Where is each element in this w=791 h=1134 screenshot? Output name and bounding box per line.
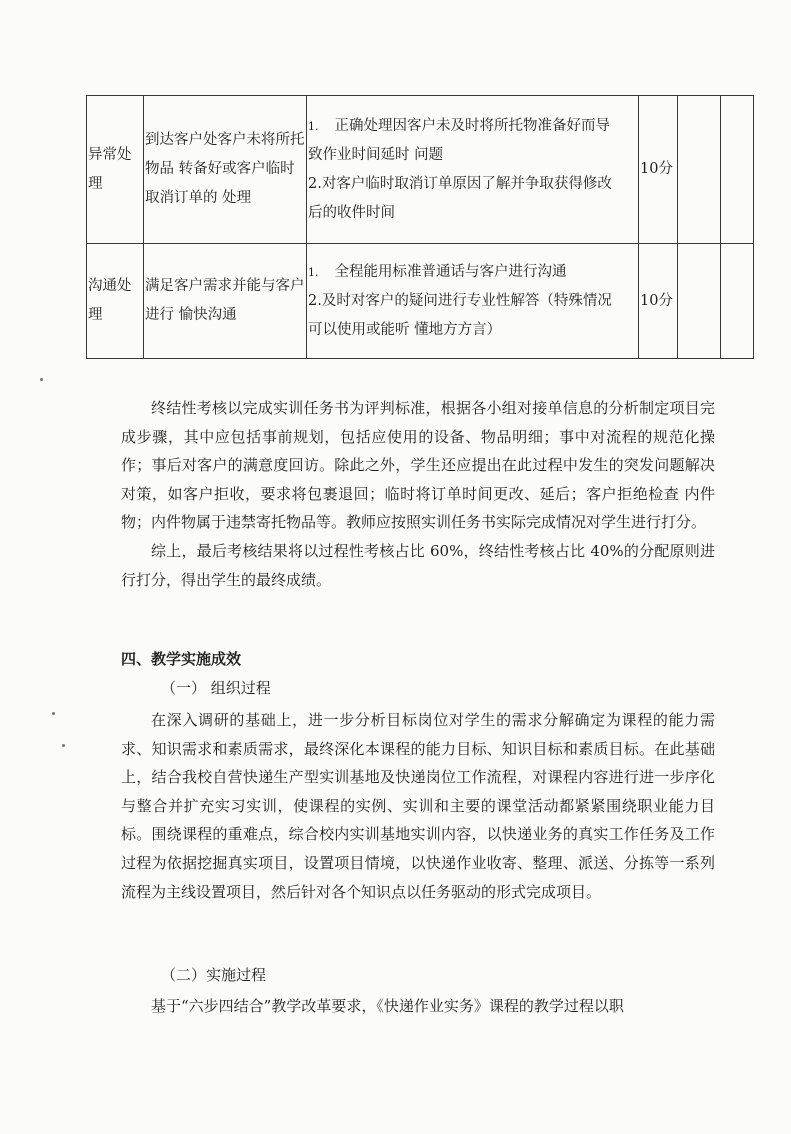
paragraph-implementation: 基于“六步四结合”教学改革要求，《快递作业实务》课程的教学过程以职: [151, 997, 624, 1015]
item-cell: 满足客户需求并能与客户进行 愉快沟通: [144, 244, 307, 359]
subsection-heading: （二）实施过程: [161, 966, 267, 984]
requirement-cell: [307, 96, 639, 244]
requirement-line: 2.及时对客户的疑问进行专业性解答（特殊情况: [308, 292, 612, 309]
subsection-heading: （一） 组织过程: [161, 679, 271, 697]
item-cell: 到达客户处客户未将所托物品 转备好或客户临时取消订单的 处理: [144, 96, 307, 244]
scan-speck: [52, 712, 55, 715]
paragraph-organization: 在深入调研的基础上，进一步分析目标岗位对学生的需求分解确定为课程的能力需求、知识需求和素质需求，最终深化本课程的能力目标、知识目标和素质目标。在此基础上，结合我校自营快递生产型实训基地及快递岗位工作流程，对课程内容进行进一步序化与整合并扩充实习实训，使课程的实例、实训和主要的课堂活动都紧紧围绕职业能力目标。围绕课程的重难点，综合校内实训基地实训内容，以快递业务的真实工作任务及工作过程为依据挖掘真实项目，设置项目情境，以快递作业收寄、整理、派送、分拣等一系列流程为主线设置项目，然后针对各个知识点以任务驱动的形式完成项目。: [121, 711, 715, 901]
requirement-line: [308, 258, 637, 287]
empty-cell: [721, 96, 754, 244]
category-cell: 异常处理: [87, 96, 144, 244]
scan-speck: [40, 378, 43, 381]
category-cell: 沟通处理: [87, 244, 144, 359]
section-heading: 四、教学实施成效: [121, 650, 242, 668]
requirement-line: [308, 112, 637, 141]
scan-speck: [62, 744, 65, 747]
requirement-line: 2.对客户临时取消订单原因了解并争取获得修改: [308, 175, 612, 192]
table-row: [87, 244, 754, 359]
summative-section: [121, 394, 715, 594]
paragraph-summative-assessment: 终结性考核以完成实训任务书为评判标准，根据各小组对接单信息的分析制定项目完成步骤，其中应包括事前规划，包括应使用的设备、物品明细；事中对流程的规范化操作；事后对客户的满意度回访。除此之外，学生还应提出在此过程中发生的突发问题解决对策，如客户拒收，要求将包裹退回；临时将订单时间更改、延后；客户拒绝检查 内件物；内件物属于违禁寄托物品等。教师应按照实训任务书实际完成情况对学生进行打分。: [121, 399, 715, 532]
requirement-text: 正确处理因客户未及时将所托物准备好而导: [334, 117, 610, 134]
requirement-line: 可以使用或能听 懂地方方言）: [308, 321, 502, 338]
requirement-line: 后的收件时间: [308, 204, 395, 221]
empty-cell: [678, 244, 721, 359]
evaluation-table: [86, 95, 754, 359]
score-cell: 10分: [639, 244, 678, 359]
paragraph-final-score: 综上，最后考核结果将以过程性考核占比 60%，终结性考核占比 40%的分配原则进行打分，得出学生的最终成绩。: [121, 541, 715, 589]
organization-section: [121, 706, 715, 906]
requirement-text: 全程能用标准普通话与客户进行沟通: [334, 263, 567, 280]
empty-cell: [721, 244, 754, 359]
score-cell: 10分: [639, 96, 678, 244]
empty-cell: [678, 96, 721, 244]
list-number: 1.: [308, 265, 319, 279]
list-number: 1.: [308, 119, 319, 133]
requirement-cell: [307, 244, 639, 359]
table-row: [87, 96, 754, 244]
implementation-section: [121, 992, 715, 1021]
requirement-line: 致作业时间延时 问题: [308, 146, 444, 163]
